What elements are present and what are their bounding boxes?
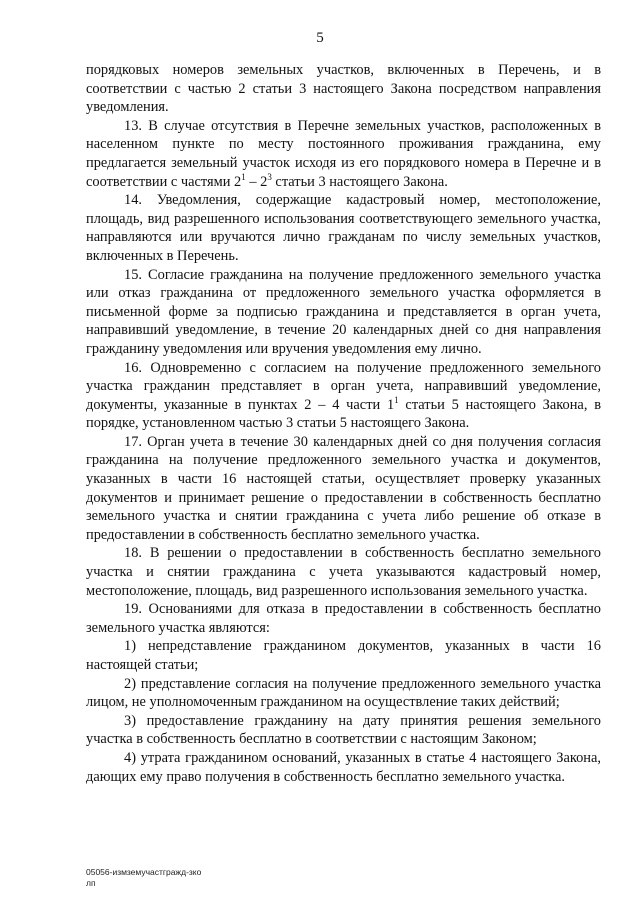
- paragraph-13-text-c: статьи 3 настоящего Закона.: [271, 173, 448, 190]
- list-item-4: 4) утрата гражданином оснований, указанных в статье 4 настоящего Закона, дающих ему право получения в собственность бесплатно земельного участка.: [86, 749, 601, 785]
- paragraph-16-text-b: статьи 5 настоящего Закона, в порядке, установленном частью 3 статьи 5 настоящего Закона.: [86, 396, 601, 432]
- paragraph-16-superscript: 1: [394, 394, 399, 405]
- paragraph-15: 15. Согласие гражданина на получение предложенного земельного участка или отказ гражданина от предложенного земельного участка оформляется в письменной форме за подписью гражданина и представляется в орган учета, направивший уведомление, в течение 20 календарных дней со дня направления гражданину уведомления или вручения уведомления ему лично.: [86, 266, 601, 357]
- paragraph-14: 14. Уведомления, содержащие кадастровый номер, местоположение, площадь, вид разрешенного использования соответствующего земельного участка, направляются или вручаются лично гражданам по числу земельных участков, включенных в Перечень.: [86, 192, 601, 264]
- paragraph-18: 18. В решении о предоставлении в собственность бесплатно земельного участка и снятии гражданина с учета указываются кадастровый номер, местоположение, площадь, вид разрешенного использования земельного участка.: [86, 545, 601, 599]
- paragraph-13-text-b: – 2: [245, 173, 268, 190]
- paragraph-continuation: порядковых номеров земельных участков, включенных в Перечень, и в соответствии с частью 2 статьи 3 настоящего Закона посредством направления уведомления.: [86, 62, 601, 116]
- list-item-2: 2) представление согласия на получение предложенного земельного участка лицом, не уполномоченным гражданином на осуществление таких действий;: [86, 675, 601, 711]
- list-item-1: 1) непредставление гражданином документов, указанных в части 16 настоящей статьи;: [86, 638, 601, 673]
- document-body: [86, 61, 601, 786]
- paragraph-13: [86, 117, 601, 191]
- paragraph-16: [86, 359, 601, 433]
- paragraph-17: 17. Орган учета в течение 30 календарных дней со дня получения согласия гражданина на получение предложенного земельного участка и документов, указанных в части 16 настоящей статьи, осуществляет проверку указанных документов и принимает решение о предоставлении в собственность бесплатно земельного участка и снятии гражданина с учета либо решение об отказе в предоставлении в собственность бесплатно земельного участка.: [86, 433, 601, 543]
- paragraph-16-text-a: 16. Одновременно с согласием на получение предложенного земельного участка гражданин представляет в орган учета, направивший уведомление, документы, указанные в пунктах 2 – 4 части 1: [86, 359, 601, 413]
- paragraph-13-text-a: 13. В случае отсутствия в Перечне земельных участков, расположенных в населенном пункте по месту постоянного проживания гражданина, ему предлагается земельный участок исходя из его порядкового номера в Перечне и в соответствии с частями 2: [86, 117, 601, 190]
- document-footer: [86, 867, 201, 889]
- footer-initials: лп: [86, 878, 96, 888]
- paragraph-13-superscript-1: 1: [241, 171, 246, 182]
- paragraph-13-superscript-2: 3: [267, 171, 272, 182]
- list-item-3: 3) предоставление гражданину на дату принятия решения земельного участка в собственность бесплатно в соответствии с настоящим Законом;: [86, 712, 601, 748]
- paragraph-19: 19. Основаниями для отказа в предоставлении в собственность бесплатно земельного участка являются:: [86, 601, 601, 636]
- footer-file-code: 05056-измземучастгражд-зко: [86, 867, 202, 877]
- page-number: 5: [316, 30, 324, 46]
